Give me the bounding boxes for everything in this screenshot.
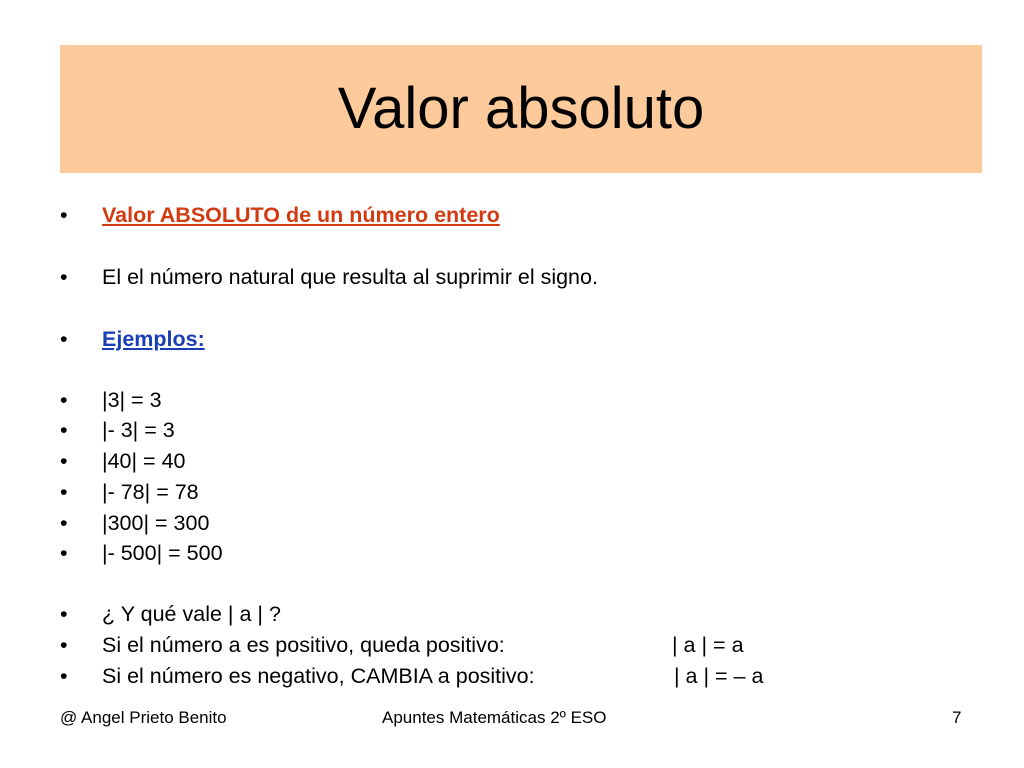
bullet-icon: • <box>60 449 68 473</box>
examples-heading: Ejemplos: <box>102 327 205 351</box>
bullet-icon: • <box>60 511 68 535</box>
example-text: |300| = 300 <box>102 511 210 535</box>
bullet-icon: • <box>60 418 68 442</box>
footer-course: Apuntes Matemáticas 2º ESO <box>382 708 607 727</box>
negative-case-result: | a | = – a <box>674 664 764 688</box>
bullet-icon: • <box>60 327 68 351</box>
example-text: |- 78| = 78 <box>102 480 199 504</box>
bullet-icon: • <box>60 602 68 626</box>
bullet-icon: • <box>60 541 68 565</box>
footer-author: @ Angel Prieto Benito <box>60 708 227 727</box>
definition-heading: Valor ABSOLUTO de un número entero <box>102 203 500 227</box>
example-text: |- 500| = 500 <box>102 541 223 565</box>
bullet-icon: • <box>60 480 68 504</box>
slide-title: Valor absoluto <box>337 76 705 141</box>
bullet-icon: • <box>60 664 68 688</box>
example-text: |3| = 3 <box>102 388 162 412</box>
bullet-icon: • <box>60 203 68 227</box>
footer-page-number: 7 <box>952 708 962 727</box>
bullet-icon: • <box>60 633 68 657</box>
question-text: ¿ Y qué vale | a | ? <box>102 602 281 626</box>
positive-case-result: | a | = a <box>672 633 744 657</box>
bullet-icon: • <box>60 265 68 289</box>
definition-text: El el número natural que resulta al suprimir el signo. <box>102 265 598 289</box>
title-banner <box>60 45 982 173</box>
example-text: |40| = 40 <box>102 449 186 473</box>
bullet-icon: • <box>60 388 68 412</box>
example-text: |- 3| = 3 <box>102 418 175 442</box>
negative-case-text: Si el número es negativo, CAMBIA a positivo: <box>102 664 535 688</box>
positive-case-text: Si el número a es positivo, queda positivo: <box>102 633 505 657</box>
